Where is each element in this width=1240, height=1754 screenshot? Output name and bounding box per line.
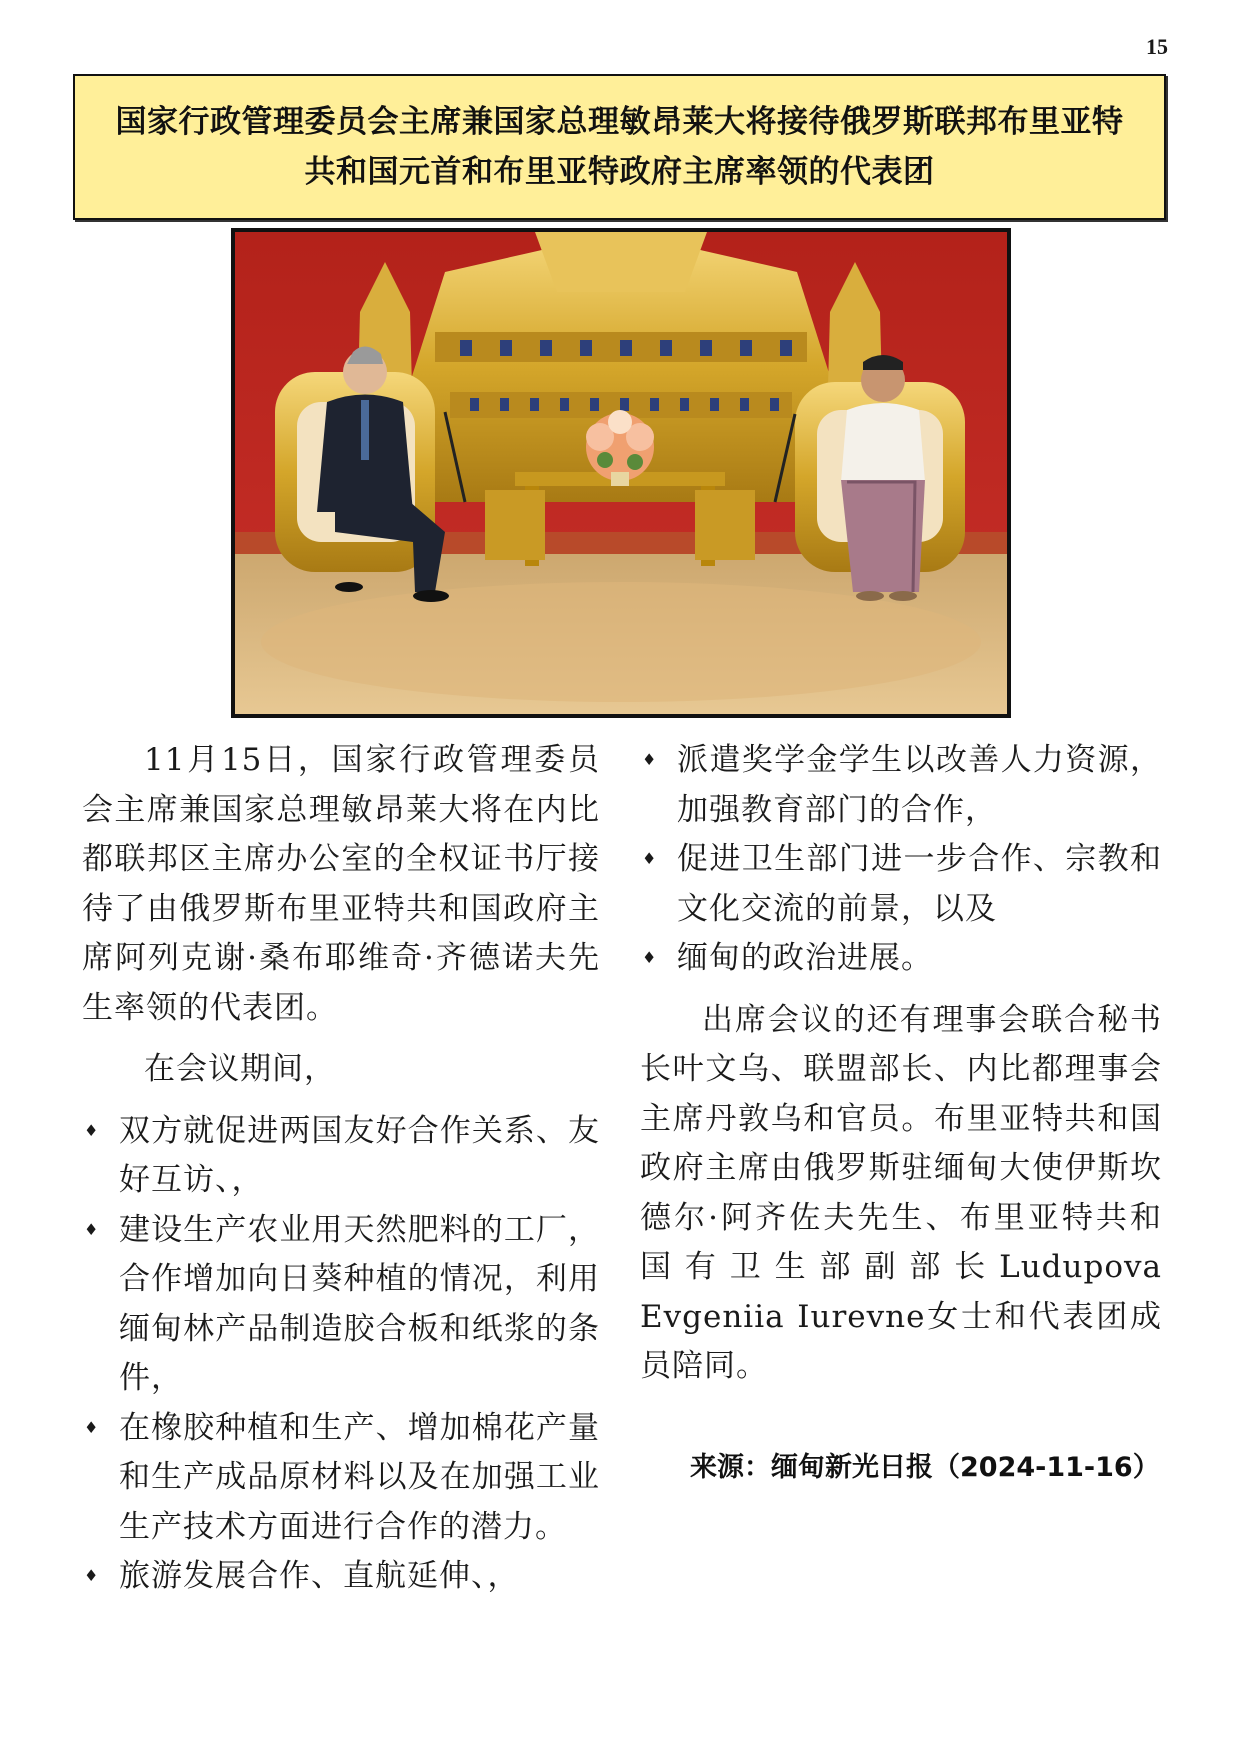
page-number: 15	[1146, 34, 1168, 59]
source-citation: 来源：缅甸新光日报（2024-11-16）	[690, 1452, 1160, 1483]
list-item-text: 缅甸的政治进展。	[677, 940, 933, 976]
list-item-text: 促进卫生部门进一步合作、宗教和文化交流的前景，以及	[677, 841, 1162, 927]
meeting-photo	[231, 228, 1011, 718]
diamond-bullet-icon: ♦	[642, 849, 658, 868]
diamond-bullet-icon: ♦	[84, 1120, 100, 1140]
list-item-text: 旅游发展合作、直航延伸、，	[119, 1558, 520, 1594]
during-meeting-paragraph: 在会议期间，	[144, 1051, 336, 1087]
left-bullet-list	[82, 1107, 600, 1602]
diamond-bullet-icon: ♦	[84, 1219, 100, 1239]
right-column	[640, 736, 1162, 1392]
diamond-bullet-icon: ♦	[642, 948, 658, 967]
title-line-2: 共和国元首和布里亚特政府主席率领的代表团	[304, 154, 935, 190]
page-title	[116, 97, 1124, 197]
list-item-text: 派遣奖学金学生以改善人力资源，加强教育部门的合作，	[677, 742, 1162, 828]
title-line-1: 国家行政管理委员会主席兼国家总理敏昂莱大将接待俄罗斯联邦布里亚特	[115, 104, 1124, 140]
list-item	[82, 1107, 600, 1206]
right-bullet-list	[640, 736, 1162, 984]
meeting-photo-illustration	[235, 232, 1007, 714]
left-column	[82, 736, 600, 1602]
diamond-bullet-icon: ♦	[642, 750, 658, 769]
intro-paragraph: 11月15日，国家行政管理委员会主席兼国家总理敏昂莱大将在内比都联邦区主席办公室的全权证书厅接待了由俄罗斯布里亚特共和国政府主席阿列克谢·桑布耶维奇·齐德诺夫先生率领的代表团。	[82, 742, 600, 1026]
list-item	[640, 934, 1162, 984]
title-box	[73, 74, 1166, 220]
list-item-text: 建设生产农业用天然肥料的工厂，合作增加向日葵种植的情况，利用缅甸林产品制造胶合板和纸浆的条件，	[119, 1211, 600, 1396]
list-item	[82, 1404, 600, 1553]
list-item	[640, 736, 1162, 835]
diamond-bullet-icon: ♦	[84, 1566, 100, 1585]
attendees-paragraph: 出席会议的还有理事会联合秘书长叶文乌、联盟部长、内比都理事会主席丹敦乌和官员。布里亚特共和国政府主席由俄罗斯驻缅甸大使伊斯坎德尔·阿齐佐夫先生、布里亚特共和国有卫生部副部长Ludupova Evgeniia Iurevne女士和代表团成员陪同。	[640, 1001, 1162, 1384]
list-item-text: 在橡胶种植和生产、增加棉花产量和生产成品原材料以及在加强工业生产技术方面进行合作的潜力。	[119, 1409, 600, 1545]
list-item	[640, 835, 1162, 934]
list-item-text: 双方就促进两国友好合作关系、友好互访、，	[119, 1112, 600, 1198]
list-item	[82, 1552, 600, 1602]
diamond-bullet-icon: ♦	[84, 1417, 100, 1437]
list-item	[82, 1206, 600, 1404]
